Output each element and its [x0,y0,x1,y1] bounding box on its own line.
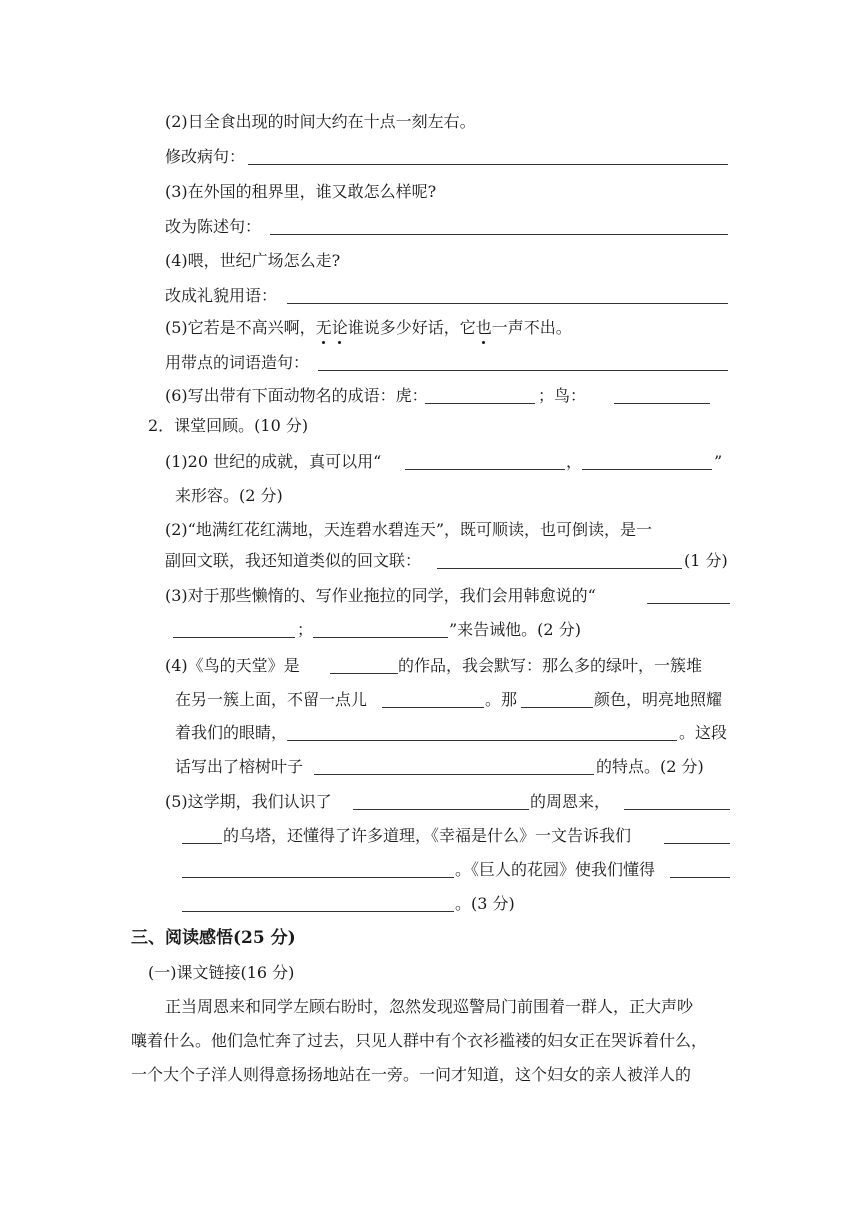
bird-idiom-blank[interactable] [614,387,710,404]
q2-item-5-blank-4[interactable] [664,827,730,844]
q1-item-2-answer-label: 修改病句： [165,147,246,166]
q2-item-1-blank-1[interactable] [405,453,565,470]
q2-item-5-blank-2[interactable] [624,793,730,810]
q2-item-3-blank-3[interactable] [313,621,448,638]
q2-item-2-blank[interactable] [437,552,682,569]
q1-item-5 [165,317,572,339]
q2-item-1-comma: ， [566,452,583,471]
q2-item-4-text-i: 的特点。(2 分) [596,757,704,776]
q2-item-4-text-h: 话写出了榕树叶子 [175,757,304,776]
q1-item-3-answer-label: 改为陈述句： [165,217,262,236]
q2-item-2-score: (1 分) [684,551,728,570]
section-3-subtitle: (一)课文链接(16 分) [148,963,295,982]
q2-item-3-blank-2[interactable] [173,621,295,638]
q1-item-3: (3)在外国的租界里，谁又敢怎么样呢? [165,182,437,201]
q2-item-1-text-a: (1)20 世纪的成就，真可以用“ [165,452,382,471]
q2-item-4-blank-4[interactable] [287,724,677,741]
q2-title: 2．课堂回顾。(10 分) [148,416,309,435]
dotted-word: 无 [315,318,332,337]
q2-item-5-blank-3[interactable] [182,827,222,844]
q2-item-4-blank-2[interactable] [382,691,484,708]
q2-item-4-text-d: 。那 [485,690,518,709]
q2-item-2-text-a: (2)“地满红花红满地，天连碧水碧连天”，既可顺读，也可倒读，是一 [165,520,653,539]
passage-line: 正当周恩来和同学左顾右盼时，忽然发现巡警局门前围着一群人，正大声吵 [165,997,694,1016]
q2-item-5-text-e: 。(3 分) [455,894,515,913]
q2-item-5-text-a: (5)这学期，我们认识了 [165,792,332,811]
q2-item-4-blank-5[interactable] [314,758,594,775]
q2-item-4-blank-3[interactable] [521,691,593,708]
q2-item-4-author-blank[interactable] [330,657,398,674]
q1-item-2: (2)日全食出现的时间大约在十点一刻左右。 [165,112,476,131]
q2-item-3-blank-1[interactable] [647,587,730,604]
q1-item-6: (6)写出带有下面动物名的成语：虎： [165,386,428,405]
q1-item-4-answer-label: 改成礼貌用语： [165,286,278,305]
q2-item-3-text-c: ”来告诫他。(2 分) [449,620,581,639]
q1-item-5-text-a: (5)它若是不高兴啊， [165,318,316,337]
q2-item-1-quote: ” [714,452,723,471]
passage-line: 一个大个子洋人则得意扬扬地站在一旁。一问才知道，这个妇女的亲人被洋人的 [131,1065,692,1084]
q2-item-5-text-d: 。《巨人的花园》使我们懂得 [455,860,656,879]
q2-item-4-text-a: (4)《鸟的天堂》是 [165,656,300,675]
q2-item-3-semicolon: ； [297,620,314,639]
q2-item-4-text-c: 在另一簇上面，不留一点儿 [175,690,368,709]
q1-item-4: (4)喂，世纪广场怎么走? [165,251,341,270]
q1-item-3-answer-blank[interactable] [270,218,728,235]
section-3-title: 三、阅读感悟(25 分) [131,928,296,948]
q1-item-5-text-b: 谁说多少好话，它 [347,318,476,337]
q2-item-1-blank-2[interactable] [582,453,712,470]
q2-item-4-text-e: 颜色，明亮地照耀 [594,690,723,709]
tiger-idiom-blank[interactable] [425,387,535,404]
q1-item-2-answer-blank[interactable] [248,148,728,165]
q1-item-5-answer-blank[interactable] [318,354,728,371]
dotted-word: 也 [475,318,492,337]
dotted-word: 论 [331,318,348,337]
q2-item-4-text-g: 。这段 [679,723,728,742]
q1-item-5-answer-label: 用带点的词语造句： [165,353,310,372]
q2-item-4-text-b: 的作品，我会默写：那么多的绿叶，一簇堆 [398,656,703,675]
passage-line: 嚷着什么。他们急忙奔了过去，只见人群中有个衣衫褴褛的妇女正在哭诉着什么， [131,1031,708,1050]
q2-item-3-text-a: (3)对于那些懒惰的、写作业拖拉的同学，我们会用韩愈说的“ [165,586,596,605]
q2-item-5-blank-5[interactable] [182,861,454,878]
q2-item-2-text-b: 副回文联，我还知道类似的回文联： [165,551,422,570]
q1-item-6-bird-label: ；鸟： [538,386,587,405]
q2-item-5-blank-7[interactable] [182,895,454,912]
q2-item-5-blank-6[interactable] [670,861,730,878]
q1-item-4-answer-blank[interactable] [287,287,728,304]
q2-item-4-text-f: 着我们的眼睛， [175,723,288,742]
q2-item-5-blank-1[interactable] [353,793,529,810]
q1-item-5-text-c: 一声不出。 [491,318,572,337]
q2-item-5-text-b: 的周恩来， [530,792,611,811]
q2-item-1-text-d: 来形容。(2 分) [175,486,283,505]
q2-item-5-text-c: 的乌塔，还懂得了许多道理，《幸福是什么》一文告诉我们 [223,826,632,845]
